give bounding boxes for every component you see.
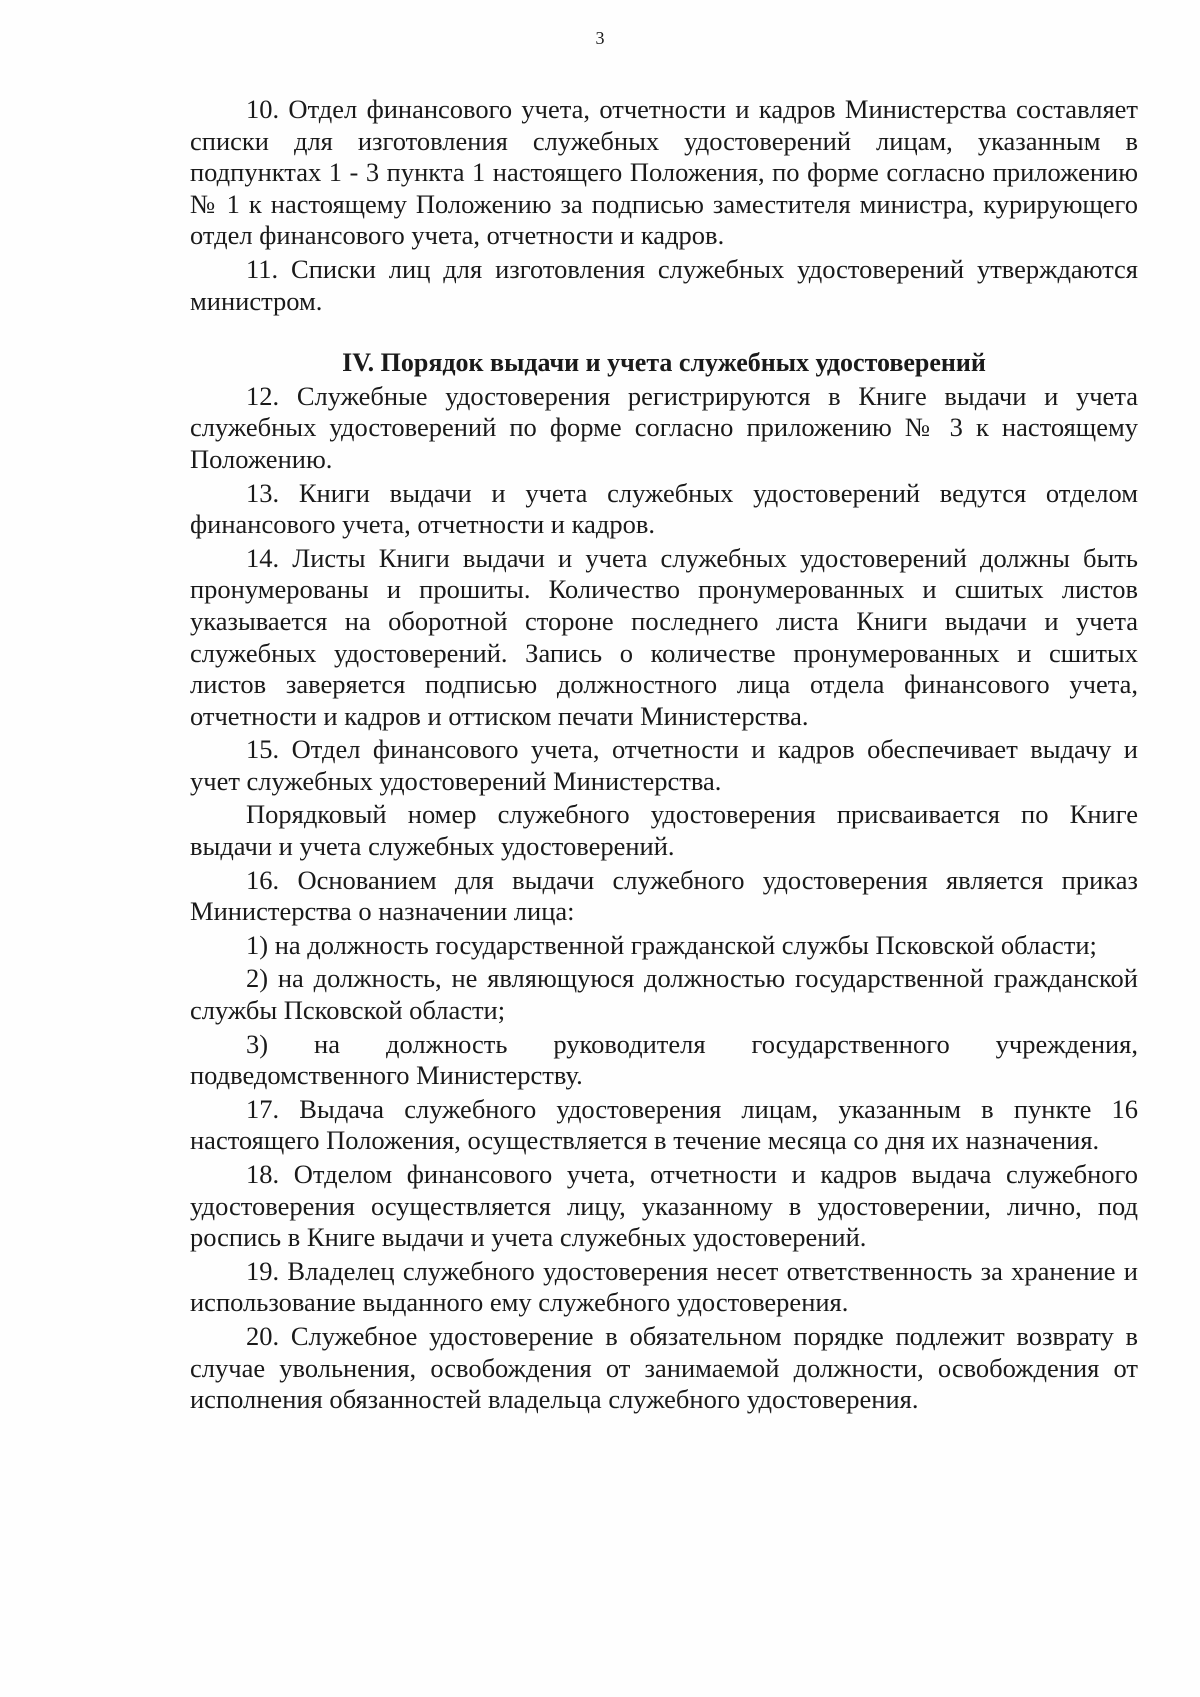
paragraph-19: 19. Владелец служебного удостоверения несет ответственность за хранение и использование выданного ему служебного удостоверения. [190, 1255, 1138, 1318]
paragraph-17: 17. Выдача служебного удостоверения лицам, указанным в пункте 16 настоящего Положения, осуществляется в течение месяца со дня их назначения. [190, 1093, 1138, 1156]
paragraph-15-serial-number: Порядковый номер служебного удостоверения присваивается по Книге выдачи и учета служебных удостоверений. [190, 799, 1138, 862]
paragraph-15: 15. Отдел финансового учета, отчетности и кадров обеспечивает выдачу и учет служебных удостоверений Министерства. [190, 734, 1138, 796]
paragraph-13: 13. Книги выдачи и учета служебных удостоверений ведутся отделом финансового учета, отчетности и кадров. [190, 477, 1138, 540]
paragraph-14: 14. Листы Книги выдачи и учета служебных удостоверений должны быть пронумерованы и прошиты. Количество пронумерованных и сшитых листов указывается на оборотной стороне последнего листа Книги выдачи и учета служебных удостоверений. Запись о количестве пронумерованных и сшитых листов заверяется подписью должностного лица отдела финансового учета, отчетности и кадров и оттиском печати Министерства. [190, 542, 1138, 731]
document-body [190, 94, 1138, 1416]
page-number: 3 [595, 28, 605, 48]
paragraph-16-item-1: 1) на должность государственной гражданской службы Псковской области; [246, 929, 1097, 960]
paragraph-10: 10. Отдел финансового учета, отчетности и кадров Министерства составляет списки для изготовления служебных удостоверений лицам, указанным в подпунктах 1 - 3 пункта 1 настоящего Положения, по форме согласно приложению № 1 к настоящему Положению за подписью заместителя министра, курирующего отдел финансового учета, отчетности и кадров. [190, 94, 1138, 251]
paragraph-20: 20. Служебное удостоверение в обязательном порядке подлежит возврату в случае увольнения, освобождения от занимаемой должности, освобождения от исполнения обязанностей владельца служебного удостоверения. [190, 1320, 1138, 1415]
section-heading: IV. Порядок выдачи и учета служебных удостоверений [342, 348, 986, 378]
paragraph-18: 18. Отделом финансового учета, отчетности и кадров выдача служебного удостоверения осуществляется лицу, указанному в удостоверении, лично, под роспись в Книге выдачи и учета служебных удостоверений. [190, 1159, 1138, 1253]
paragraph-16-item-2: 2) на должность, не являющуюся должностью государственной гражданской службы Псковской области; [190, 963, 1138, 1026]
paragraph-16-item-3: 3) на должность руководителя государственного учреждения, подведомственного Министерству. [190, 1028, 1138, 1091]
paragraph-16: 16. Основанием для выдачи служебного удостоверения является приказ Министерства о назначении лица: [190, 864, 1138, 927]
paragraph-12: 12. Служебные удостоверения регистрируются в Книге выдачи и учета служебных удостоверений по форме согласно приложению № 3 к настоящему Положению. [190, 380, 1138, 474]
paragraph-11: 11. Списки лиц для изготовления служебных удостоверений утверждаются министром. [190, 253, 1138, 316]
